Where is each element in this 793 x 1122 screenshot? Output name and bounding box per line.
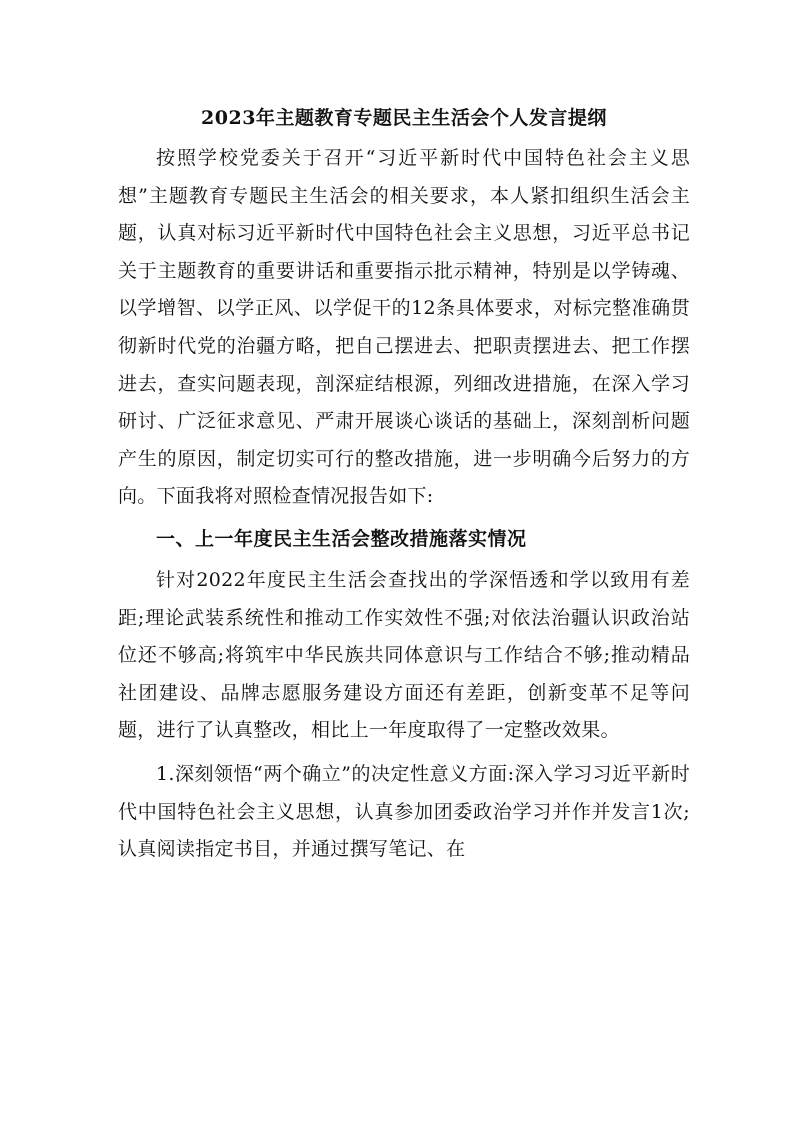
item-1-paragraph: 1.深刻领悟“两个确立”的决定性意义方面:深入学习习近平新时代中国特色社会主义思想，认真参加团委政治学习并作并发言1次;认真阅读指定书目，并通过撰写笔记、在 <box>118 762 690 861</box>
intro-paragraph: 按照学校党委关于召开“习近平新时代中国特色社会主义思想”主题教育专题民主生活会的相关要求，本人紧扣组织生活会主题，认真对标习近平新时代中国特色社会主义思想，习近平总书记关于主题教育的重要讲话和重要指示批示精神，特别是以学铸魂、以学增智、以学正风、以学促干的12条具体要求，对标完整准确贯彻新时代党的治疆方略，把自己摆进去、把职责摆进去、把工作摆进去，查实问题表现，剖深症结根源，列细改进措施，在深入学习研讨、广泛征求意见、严肃开展谈心谈话的基础上，深刻剖析问题产生的原因，制定切实可行的整改措施，进一步明确今后努力的方向。下面我将对照检查情况报告如下: <box>118 147 690 508</box>
document-page <box>118 100 690 869</box>
document-title: 2023年主题教育专题民主生活会个人发言提纲 <box>201 107 607 129</box>
section-1-paragraph: 针对2022年度民主生活会查找出的学深悟透和学以致用有差距;理论武装系统性和推动工作实效性不强;对依法治疆认识政治站位还不够高;将筑牢中华民族共同体意识与工作结合不够;推动精品社团建设、品牌志愿服务建设方面还有差距，创新变革不足等问题，进行了认真整改，相比上一年度取得了一定整改效果。 <box>118 568 690 742</box>
section-1-heading: 一、上一年度民主生活会整改措施落实情况 <box>156 527 527 550</box>
